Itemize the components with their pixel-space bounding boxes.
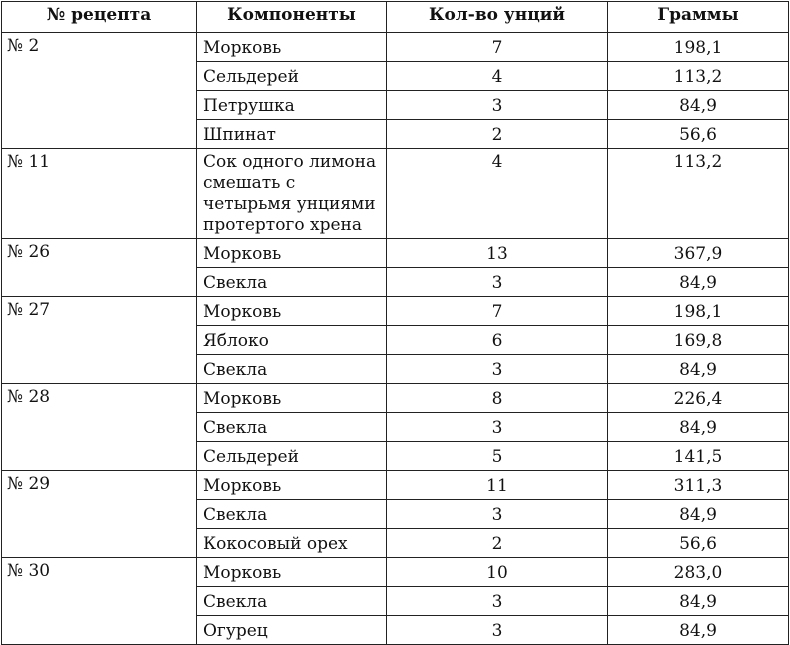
grams-cell: 367,9: [608, 239, 789, 268]
component-cell: Петрушка: [197, 91, 387, 120]
grams-cell: 56,6: [608, 120, 789, 149]
table-row: [2, 471, 789, 500]
grams-cell: 84,9: [608, 616, 789, 645]
recipe-number-cell: № 2: [2, 33, 197, 149]
grams-cell: 84,9: [608, 500, 789, 529]
header-recipe: № рецепта: [2, 2, 197, 33]
ounces-cell: 3: [387, 587, 608, 616]
ounces-cell: 3: [387, 500, 608, 529]
component-cell: Свекла: [197, 268, 387, 297]
recipe-number-cell: № 28: [2, 384, 197, 471]
ounces-cell: 2: [387, 529, 608, 558]
grams-cell: 113,2: [608, 62, 789, 91]
ounces-cell: 8: [387, 384, 608, 413]
recipe-number-cell: № 30: [2, 558, 197, 645]
ounces-cell: 7: [387, 297, 608, 326]
component-cell: Сельдерей: [197, 442, 387, 471]
table-row: [2, 149, 789, 239]
component-cell: Шпинат: [197, 120, 387, 149]
component-cell: Морковь: [197, 558, 387, 587]
recipe-number-cell: № 29: [2, 471, 197, 558]
ounces-cell: 3: [387, 355, 608, 384]
component-cell: Морковь: [197, 33, 387, 62]
ounces-cell: 13: [387, 239, 608, 268]
header-row: [2, 2, 789, 33]
ounces-cell: 5: [387, 442, 608, 471]
grams-cell: 198,1: [608, 297, 789, 326]
grams-cell: 311,3: [608, 471, 789, 500]
ounces-cell: 11: [387, 471, 608, 500]
ounces-cell: 6: [387, 326, 608, 355]
ounces-cell: 4: [387, 62, 608, 91]
grams-cell: 198,1: [608, 33, 789, 62]
table-row: [2, 239, 789, 268]
component-cell: Морковь: [197, 384, 387, 413]
recipe-number-cell: № 26: [2, 239, 197, 297]
grams-cell: 283,0: [608, 558, 789, 587]
grams-cell: 141,5: [608, 442, 789, 471]
component-cell: Свекла: [197, 413, 387, 442]
ounces-cell: 3: [387, 268, 608, 297]
component-cell: Яблоко: [197, 326, 387, 355]
ounces-cell: 4: [387, 149, 608, 239]
grams-cell: 226,4: [608, 384, 789, 413]
table-body: [2, 33, 789, 645]
component-cell: Морковь: [197, 239, 387, 268]
header-grams: Граммы: [608, 2, 789, 33]
recipe-number-cell: № 11: [2, 149, 197, 239]
table-row: [2, 384, 789, 413]
recipes-table: [1, 1, 789, 645]
component-cell: Сок одного лимона смешать с четырьмя унциями протертого хрена: [197, 149, 387, 239]
component-cell: Кокосовый орех: [197, 529, 387, 558]
grams-cell: 84,9: [608, 268, 789, 297]
ounces-cell: 2: [387, 120, 608, 149]
ounces-cell: 7: [387, 33, 608, 62]
header-ounces: Кол-во унций: [387, 2, 608, 33]
recipe-number-cell: № 27: [2, 297, 197, 384]
component-cell: Свекла: [197, 500, 387, 529]
ounces-cell: 3: [387, 413, 608, 442]
grams-cell: 84,9: [608, 413, 789, 442]
component-cell: Морковь: [197, 471, 387, 500]
component-cell: Свекла: [197, 587, 387, 616]
component-cell: Огурец: [197, 616, 387, 645]
grams-cell: 84,9: [608, 587, 789, 616]
table-row: [2, 33, 789, 62]
component-cell: Сельдерей: [197, 62, 387, 91]
ounces-cell: 10: [387, 558, 608, 587]
table-header: [2, 2, 789, 33]
component-cell: Свекла: [197, 355, 387, 384]
header-components: Компоненты: [197, 2, 387, 33]
grams-cell: 84,9: [608, 355, 789, 384]
grams-cell: 169,8: [608, 326, 789, 355]
ounces-cell: 3: [387, 616, 608, 645]
component-cell: Морковь: [197, 297, 387, 326]
grams-cell: 84,9: [608, 91, 789, 120]
table-row: [2, 297, 789, 326]
grams-cell: 56,6: [608, 529, 789, 558]
grams-cell: 113,2: [608, 149, 789, 239]
ounces-cell: 3: [387, 91, 608, 120]
table-row: [2, 558, 789, 587]
